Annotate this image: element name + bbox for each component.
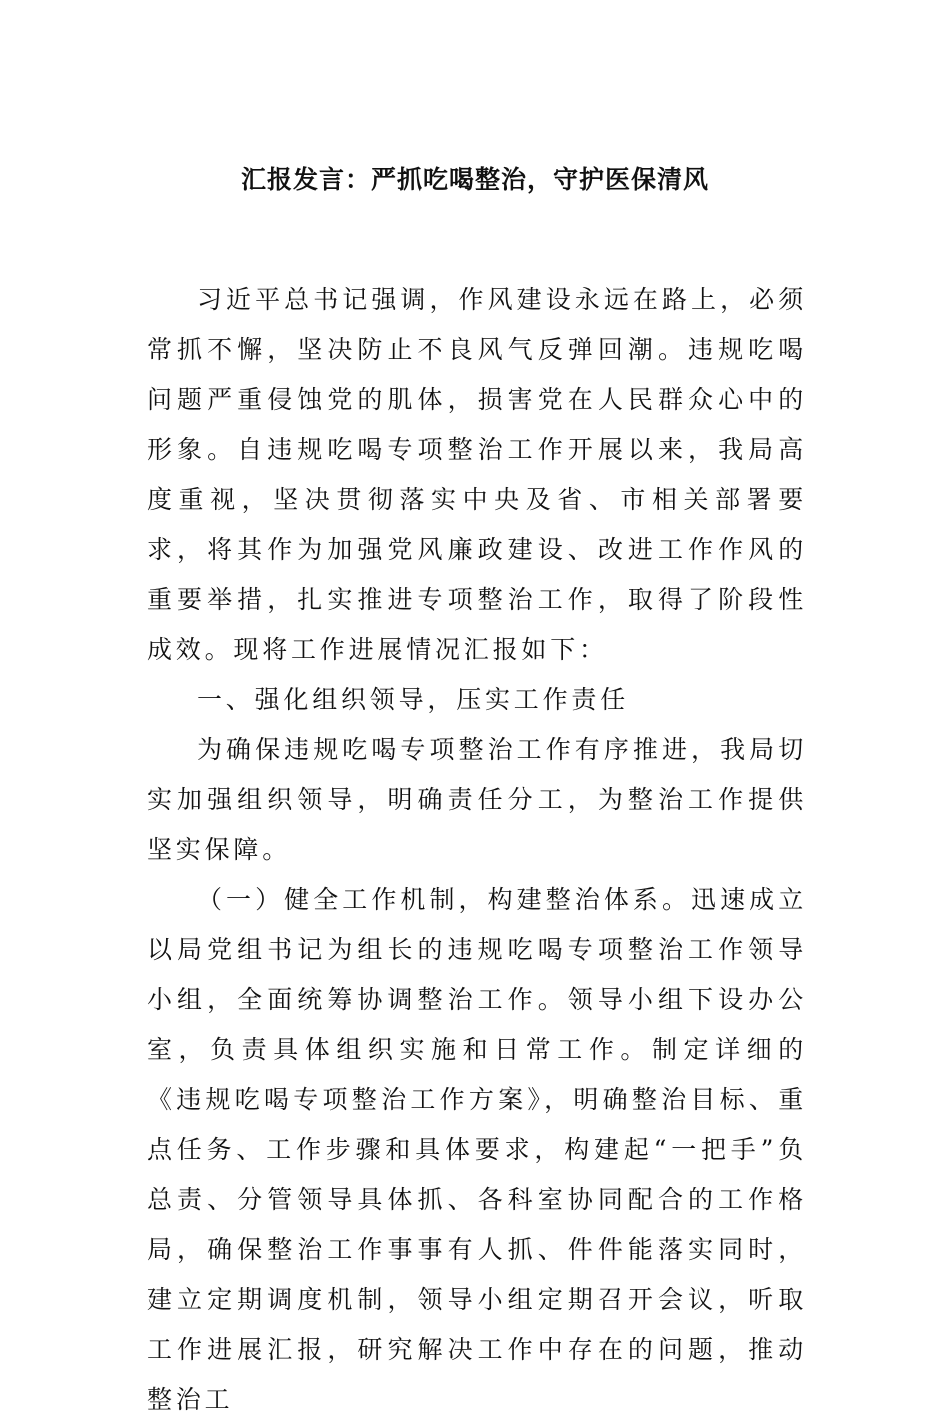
intro-paragraph: 习近平总书记强调，作风建设永远在路上，必须常抓不懈，坚决防止不良风气反弹回潮。违规吃喝问题严重侵蚀党的肌体，损害党在人民群众心中的形象。自违规吃喝专项整治工作开展以来，我局高度重视，坚决贯彻落实中央及省、市相关部署要求，将其作为加强党风廉政建设、改进工作作风的重要举措，扎实推进专项整治工作，取得了阶段性成效。现将工作进展情况汇报如下：: [147, 285, 807, 664]
document-body: [147, 275, 807, 1425]
section-heading-1: 一、强化组织领导，压实工作责任: [197, 685, 630, 714]
section-1-paragraph: 为确保违规吃喝专项整治工作有序推进，我局切实加强组织领导，明确责任分工，为整治工作提供坚实保障。: [147, 735, 807, 864]
subsection-1-paragraph: （一）健全工作机制，构建整治体系。迅速成立以局党组书记为组长的违规吃喝专项整治工作领导小组，全面统筹协调整治工作。领导小组下设办公室，负责具体组织实施和日常工作。制定详细的《违规吃喝专项整治工作方案》，明确整治目标、重点任务、工作步骤和具体要求，构建起“一把手”负总责、分管领导具体抓、各科室协同配合的工作格局，确保整治工作事事有人抓、件件能落实同时，建立定期调度机制，领导小组定期召开会议，听取工作进展汇报，研究解决工作中存在的问题，推动整治工: [147, 885, 807, 1414]
document-title: 汇报发言：严抓吃喝整治，守护医保清风: [240, 165, 709, 194]
